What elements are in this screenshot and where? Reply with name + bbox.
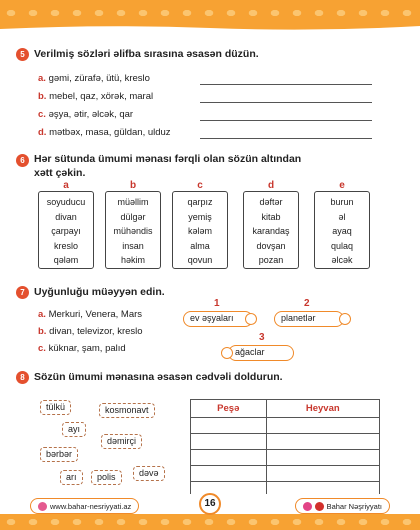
table-cell[interactable] [266,466,379,482]
column-letter: d [267,180,275,191]
word-column-d [243,191,299,269]
column-word[interactable]: yemiş [188,211,212,222]
list-item: c. küknar, şam, palıd [38,343,126,354]
column-word[interactable]: çarpayı [51,226,81,237]
answer-line[interactable] [200,84,372,85]
column-word[interactable]: pozan [258,255,284,266]
table-header-heyvan: Heyvan [266,400,379,418]
column-word[interactable]: qələm [53,255,79,266]
column-word[interactable]: qovun [187,255,213,266]
answer-line[interactable] [200,120,372,121]
column-word[interactable]: müəllim [117,197,149,207]
column-letter: e [339,180,345,191]
table-row [191,418,380,434]
connector-circle[interactable] [339,313,351,325]
column-word[interactable]: mühəndis [113,226,153,237]
column-word[interactable]: qarpız [187,197,213,207]
column-word[interactable]: kələm [187,226,212,237]
column-word[interactable]: insan [122,240,144,251]
column-letter: c [197,180,203,191]
column-word[interactable]: burun [330,197,354,207]
column-word[interactable]: həkim [120,255,145,266]
globe-icon [38,502,47,511]
connector-circle[interactable] [221,347,233,359]
column-word[interactable]: dülgər [120,211,146,222]
column-word[interactable]: karandaş [252,226,290,237]
question-title: Sözün ümumi mənasına əsasən cədvəli doldurun. [34,371,283,383]
list-item: b. mebel, qaz, xörək, maral [38,91,154,102]
list-item: c. əşya, ətir, əlcək, qar [38,109,134,120]
list-item: d. mətbəx, masa, güldan, ulduz [38,127,171,138]
word-tag[interactable]: ayı [62,422,86,437]
question-title: Verilmiş sözləri əlifba sırasına əsasən düzün. [34,48,259,60]
table-cell[interactable] [266,418,379,434]
facebook-icon [315,502,324,511]
table-cell[interactable] [266,434,379,450]
page-number: 16 [199,493,221,515]
answer-line[interactable] [200,102,372,103]
publisher-pill[interactable] [295,498,390,514]
column-word[interactable]: kitab [261,211,281,222]
word-tag[interactable]: kosmonavt [99,403,155,418]
column-word[interactable]: kreslo [53,240,78,251]
list-item: a. Merkuri, Venera, Mars [38,309,143,320]
question-number-badge: 5 [16,48,29,61]
list-item: a. gəmi, zürafə, ütü, kreslo [38,73,150,84]
column-letter: a [63,180,69,191]
question-number-badge: 6 [16,154,29,167]
option-planetler[interactable]: planetlər [274,311,344,327]
option-number: 1 [214,298,220,309]
option-ev-esyalari[interactable]: ev əşyaları [183,311,253,327]
column-letter: b [129,180,137,191]
column-word[interactable]: dovşan [256,240,286,251]
sorting-table [190,399,380,498]
table-cell[interactable] [191,434,267,450]
word-tag[interactable]: arı [60,470,83,485]
instagram-icon [303,502,312,511]
website-text: www.bahar-nesriyyati.az [50,501,132,511]
word-tag[interactable]: dəvə [133,466,165,481]
table-cell[interactable] [191,450,267,466]
column-word[interactable]: ayaq [332,226,352,237]
word-column-e [314,191,370,269]
word-tag[interactable]: tülkü [40,400,71,415]
table-row [191,466,380,482]
header-wave [0,22,420,32]
column-word[interactable]: əlcək [331,255,353,266]
option-agaclar[interactable]: ağaclar [228,345,294,361]
answer-line[interactable] [200,138,372,139]
question-title: Hər sütunda ümumi mənası fərqli olan sözün altından [34,153,302,165]
word-column-b [105,191,161,269]
word-column-c [172,191,228,269]
column-word[interactable]: soyuducu [46,197,86,207]
question-title-continued: xətt çəkin. [34,167,86,179]
word-tag[interactable]: bərbər [40,447,78,462]
option-number: 3 [259,332,265,343]
column-word[interactable]: alma [190,240,210,251]
list-item: b. divan, televizor, kreslo [38,326,143,337]
column-word[interactable]: əl [338,211,346,222]
table-cell[interactable] [266,450,379,466]
table-header-pese: Peşə [191,400,267,418]
question-number-badge: 8 [16,371,29,384]
option-number: 2 [304,298,310,309]
column-word[interactable]: divan [55,211,77,222]
table-row [191,434,380,450]
column-word[interactable]: dəftər [259,197,283,207]
table-row [191,450,380,466]
table-cell[interactable] [191,466,267,482]
table-cell[interactable] [191,418,267,434]
word-column-a [38,191,94,269]
question-number-badge: 7 [16,286,29,299]
website-pill[interactable] [30,498,139,514]
question-title: Uyğunluğu müəyyən edin. [34,286,165,298]
column-word[interactable]: qulaq [330,240,354,251]
word-tag[interactable]: dəmirçi [101,434,142,449]
word-tag[interactable]: polis [91,470,122,485]
publisher-text: Bahar Nəşriyyatı [326,501,382,511]
connector-circle[interactable] [245,313,257,325]
